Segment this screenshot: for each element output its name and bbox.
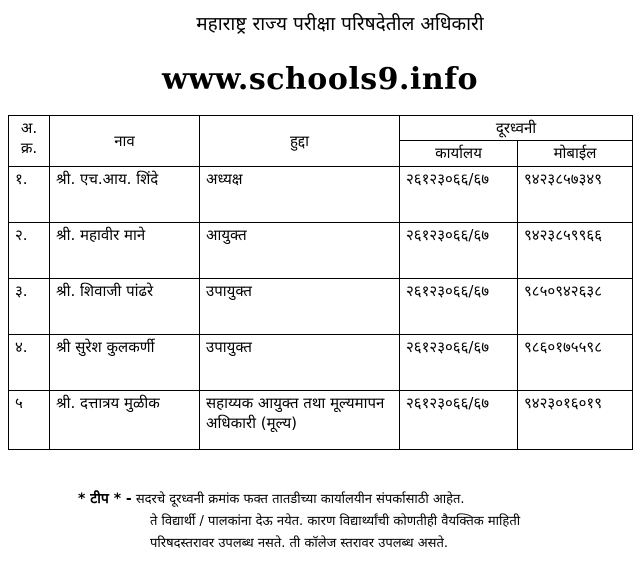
cell-designation: उपायुक्त bbox=[200, 278, 400, 334]
cell-office: २६१२३०६६/६७ bbox=[400, 278, 518, 334]
cell-serial: २. bbox=[9, 222, 50, 278]
table-row bbox=[9, 166, 633, 222]
cell-mobile: ९४२३८५७३४९ bbox=[518, 166, 633, 222]
header-serial: अ. क्र. bbox=[9, 116, 50, 167]
table-row bbox=[9, 222, 633, 278]
footnote-line-1 bbox=[78, 488, 638, 511]
table-row bbox=[9, 334, 633, 390]
footnote bbox=[78, 488, 638, 555]
officers-table bbox=[8, 115, 633, 450]
cell-mobile: ९४२३८५९९६६ bbox=[518, 222, 633, 278]
cell-name: श्री. महावीर माने bbox=[50, 222, 200, 278]
cell-name: श्री सुरेश कुलकर्णी bbox=[50, 334, 200, 390]
header-phone: दूरध्वनी bbox=[400, 116, 633, 141]
cell-designation: अध्यक्ष bbox=[200, 166, 400, 222]
footnote-line-2: ते विद्यार्थी / पालकांना देऊ नयेत. कारण विद्यार्थ्यांची कोणतीही वैयक्तिक माहिती bbox=[150, 514, 521, 529]
header-mobile: मोबाईल bbox=[518, 141, 633, 166]
cell-name: श्री. एच.आय. शिंदे bbox=[50, 166, 200, 222]
header-row bbox=[9, 116, 633, 141]
cell-serial: १. bbox=[9, 166, 50, 222]
header-office: कार्यालय bbox=[400, 141, 518, 166]
footnote-label: * टीप * - bbox=[78, 491, 132, 507]
header-designation: हुद्दा bbox=[200, 116, 400, 167]
page-title: महाराष्ट्र राज्य परीक्षा परिषदेतील अधिकारी bbox=[196, 13, 484, 35]
cell-designation: आयुक्त bbox=[200, 222, 400, 278]
cell-serial: ४. bbox=[9, 334, 50, 390]
cell-name: श्री. शिवाजी पांढरे bbox=[50, 278, 200, 334]
cell-office: २६१२३०६६/६७ bbox=[400, 334, 518, 390]
cell-designation: सहाय्यक आयुक्त तथा मूल्यमापन अधिकारी (मूल्य) bbox=[200, 390, 400, 449]
cell-office: २६१२३०६६/६७ bbox=[400, 222, 518, 278]
table-row bbox=[9, 278, 633, 334]
cell-serial: ५ bbox=[9, 390, 50, 449]
header-name: नाव bbox=[50, 116, 200, 167]
cell-mobile: ९८५०९४२६३८ bbox=[518, 278, 633, 334]
watermark-url: www.schools9.info bbox=[161, 62, 479, 97]
cell-name: श्री. दत्तात्रय मुळीक bbox=[50, 390, 200, 449]
cell-office: २६१२३०६६/६७ bbox=[400, 166, 518, 222]
cell-serial: ३. bbox=[9, 278, 50, 334]
table-row bbox=[9, 390, 633, 449]
cell-designation: उपायुक्त bbox=[200, 334, 400, 390]
cell-office: २६१२३०६६/६७ bbox=[400, 390, 518, 449]
cell-mobile: ९८६०१७५५९८ bbox=[518, 334, 633, 390]
cell-mobile: ९४२३०१६०१९ bbox=[518, 390, 633, 449]
footnote-text-1: सदरचे दूरध्वनी क्रमांक फक्त तातडीच्या कार्यालयीन संपर्कासाठी आहेत. bbox=[135, 492, 465, 507]
footnote-line-3: परिषदस्तरावर उपलब्ध नसते. ती कॉलेज स्तरावर उपलब्ध असते. bbox=[150, 536, 448, 551]
